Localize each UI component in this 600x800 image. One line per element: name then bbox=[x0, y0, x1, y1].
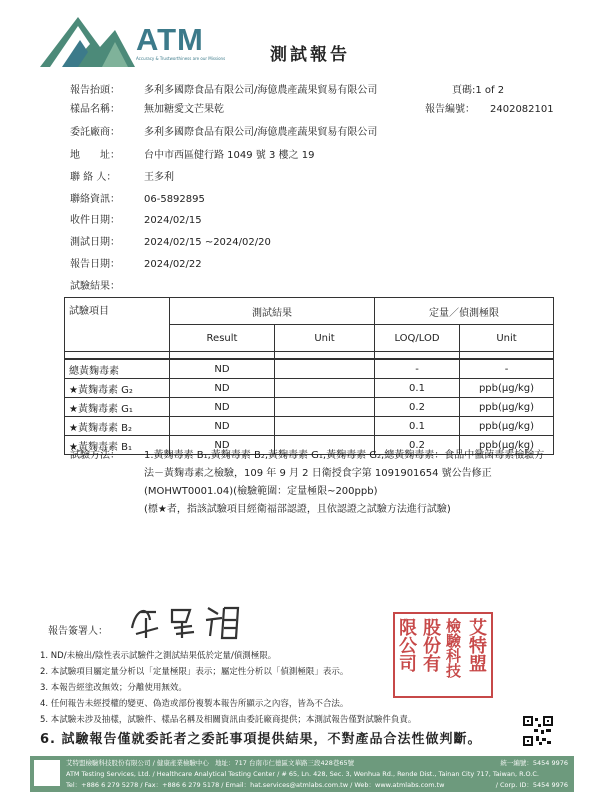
header-result-group: 測試結果 bbox=[170, 298, 375, 325]
row-item: ★黃麴毒素 G₂ bbox=[65, 379, 170, 398]
row-unit2: ppb(μg/kg) bbox=[460, 398, 554, 417]
row-result: ND bbox=[170, 359, 275, 379]
tested-value: 2024/02/15 ~2024/02/20 bbox=[144, 237, 271, 248]
row-unit bbox=[275, 417, 375, 436]
row-item: ★黃麴毒素 G₁ bbox=[65, 398, 170, 417]
seal-text: 檢驗科技 bbox=[444, 618, 462, 678]
footer-tax-id: 統一編號：5454 9976 bbox=[500, 759, 568, 767]
received-label: 收件日期： bbox=[70, 215, 120, 226]
header-unit: Unit bbox=[275, 325, 375, 352]
received-value: 2024/02/15 bbox=[144, 215, 202, 226]
note-item: 2. 本試驗項目屬定量分析以「定量極限」表示；屬定性分析以「偵測極限」表示。 bbox=[40, 667, 349, 677]
client-value: 多利多國際食品有限公司/海億農產蔬果貿易有限公司 bbox=[144, 127, 378, 138]
row-unit bbox=[275, 359, 375, 379]
row-unit2: ppb(μg/kg) bbox=[460, 379, 554, 398]
row-unit2: ppb(μg/kg) bbox=[460, 436, 554, 455]
header-unit2: Unit bbox=[460, 325, 554, 352]
row-unit bbox=[275, 379, 375, 398]
applicant-value: 多利多國際食品有限公司/海億農產蔬果貿易有限公司 bbox=[144, 85, 378, 96]
seal-text: 艾特盟 bbox=[466, 618, 487, 672]
method-line: (MOHWT0001.04)(檢驗範圍：定量極限~200ppb) bbox=[144, 486, 378, 497]
row-result: ND bbox=[170, 398, 275, 417]
note-item: 4. 任何報告未經授權的變更、偽造或部份複製本報告所顯示之內容，皆為不合法。 bbox=[40, 699, 349, 709]
signature bbox=[126, 598, 246, 650]
row-item: 總黃麴毒素 bbox=[65, 359, 170, 379]
results-table bbox=[64, 297, 554, 455]
contact-value: 王多利 bbox=[144, 172, 174, 183]
header-limit-group: 定量／偵測極限 bbox=[375, 298, 554, 325]
reported-label: 報告日期： bbox=[70, 259, 120, 270]
signer-label: 報告簽署人： bbox=[48, 626, 108, 637]
footer-company-en: ATM Testing Services, Ltd. / Healthcare Analytical Testing Center bbox=[66, 770, 276, 778]
footer-bar bbox=[30, 756, 574, 792]
header-result: Result bbox=[170, 325, 275, 352]
row-loq: 0.1 bbox=[375, 379, 460, 398]
atm-logo-icon bbox=[40, 12, 135, 67]
page-number: 頁碼:1 of 2 bbox=[452, 85, 505, 96]
row-loq: 0.2 bbox=[375, 436, 460, 455]
method-body bbox=[144, 447, 560, 519]
row-loq: - bbox=[375, 359, 460, 379]
footer-text bbox=[66, 758, 568, 791]
footer-address-en: / # 65, Ln. 428, Sec. 3, Wenhua Rd., Rende Dist., Tainan City 717, Taiwan, R.O.C. bbox=[277, 770, 539, 778]
report-no-label: 報告編號： bbox=[425, 104, 475, 115]
footer-address-cn: 地址：717 台南市仁德區文華路三段428巷65號 bbox=[215, 759, 355, 767]
row-item: ★黃麴毒素 B₂ bbox=[65, 417, 170, 436]
results-label: 試驗結果： bbox=[70, 281, 120, 292]
contact-label: 聯 絡 人： bbox=[70, 172, 117, 183]
client-label: 委託廠商： bbox=[70, 127, 120, 138]
method-line: 法－黃麴毒素之檢驗，109 年 9 月 2 日衛授食字第 1091901654 號公告修正 bbox=[144, 468, 492, 479]
row-unit bbox=[275, 398, 375, 417]
logo-tagline: Accuracy & Trustworthiness are our Missions bbox=[136, 56, 226, 61]
phone-value: 06-5892895 bbox=[144, 194, 205, 205]
table-row bbox=[65, 359, 554, 379]
table-row bbox=[65, 379, 554, 398]
sample-value: 無加糖愛文芒果乾 bbox=[144, 104, 224, 115]
footer-corp-id: / Corp. ID：5454 9976 bbox=[495, 781, 568, 789]
footer-line-3 bbox=[66, 780, 568, 791]
qr-code-icon bbox=[523, 716, 553, 746]
tested-label: 測試日期： bbox=[70, 237, 120, 248]
note-item: 5. 本試驗未涉及抽樣，試驗件、樣品名稱及相關資訊由委託廠商提供；本測試報告僅對試驗件負責。 bbox=[40, 715, 417, 725]
footer-contact: Tel：+886 6 279 5278 / Fax：+886 6 279 5178 / Email：hat.services@atmlabs.com.tw / Web：www.atmlabs.com.tw bbox=[66, 781, 445, 789]
sample-label: 樣品名稱： bbox=[70, 104, 120, 115]
address-label: 地 址： bbox=[70, 150, 120, 161]
report-title: 測試報告 bbox=[270, 45, 350, 65]
footer-line-1 bbox=[66, 758, 568, 769]
row-unit2: ppb(μg/kg) bbox=[460, 417, 554, 436]
method-line: 1.黃麴毒素 B₁,黃麴毒素 B₂,黃麴毒素 G₁,黃麴毒素 G₂,總黃麴毒素：食品中黴菌毒素檢驗方 bbox=[144, 450, 545, 461]
test-method bbox=[70, 447, 560, 515]
table-row bbox=[65, 417, 554, 436]
table-header-row bbox=[65, 298, 554, 325]
row-loq: 0.1 bbox=[375, 417, 460, 436]
table-separator bbox=[65, 352, 554, 360]
footer-qr-icon bbox=[34, 760, 60, 786]
note-item: 6. 試驗報告僅就委託者之委託事項提供結果，不對產品合法性做判斷。 bbox=[40, 732, 482, 747]
signature-scribble bbox=[126, 598, 246, 642]
footer-company-cn: 艾特盟檢驗科技股份有限公司 / 健康產業檢驗中心 bbox=[66, 759, 209, 767]
seal-text: 限公司 bbox=[396, 618, 417, 672]
row-result: ND bbox=[170, 379, 275, 398]
row-item: ★黃麴毒素 B₁ bbox=[65, 436, 170, 455]
logo-text: ATM bbox=[136, 22, 204, 57]
footer-line-2 bbox=[66, 769, 568, 780]
header-loq: LOQ/LOD bbox=[375, 325, 460, 352]
address-value: 台中市西區健行路 1049 號 3 樓之 19 bbox=[144, 150, 315, 161]
table-row bbox=[65, 398, 554, 417]
method-label: 試驗方法： bbox=[70, 450, 120, 461]
applicant-label: 報告抬頭： bbox=[70, 85, 120, 96]
row-unit2: - bbox=[460, 359, 554, 379]
phone-label: 聯絡資訊： bbox=[70, 194, 120, 205]
seal-text: 股份有 bbox=[420, 618, 441, 672]
row-loq: 0.2 bbox=[375, 398, 460, 417]
row-result: ND bbox=[170, 436, 275, 455]
note-item: 3. 本報告經塗改無效；分離使用無效。 bbox=[40, 683, 187, 693]
report-no-value: 2402082101 bbox=[490, 104, 554, 115]
notes-list bbox=[40, 648, 520, 752]
note-item: 1. ND/未檢出/陰性表示試驗件之測試結果低於定量/偵測極限。 bbox=[40, 651, 277, 661]
header-item: 試驗項目 bbox=[65, 298, 170, 352]
method-line: (標★者，指該試驗項目經衛福部認證，且依認證之試驗方法進行試驗) bbox=[144, 504, 451, 515]
reported-value: 2024/02/22 bbox=[144, 259, 202, 270]
row-result: ND bbox=[170, 417, 275, 436]
